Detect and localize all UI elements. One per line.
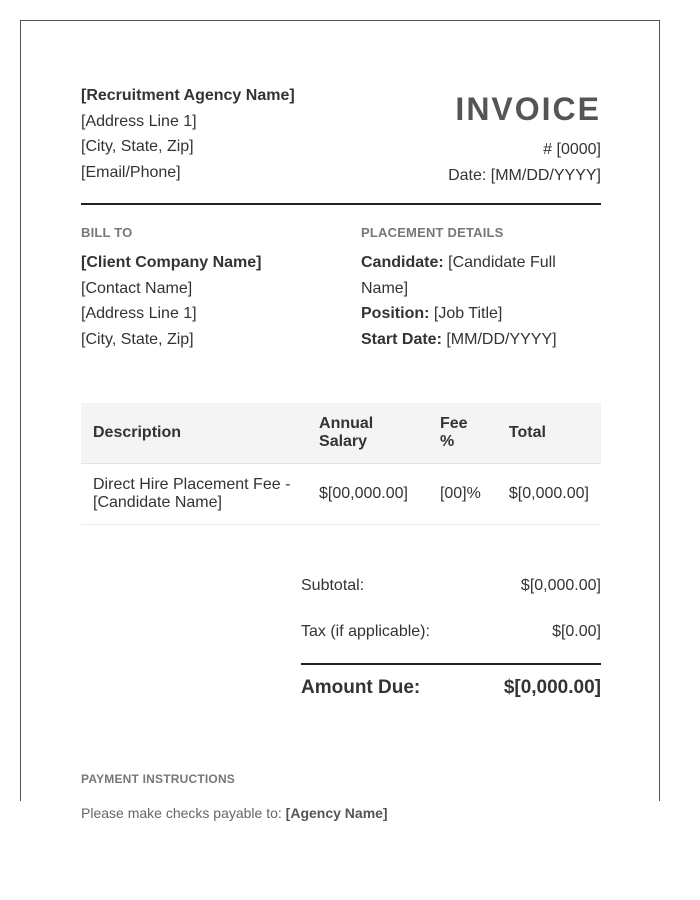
agency-block	[81, 83, 295, 185]
start-date-line	[361, 327, 601, 353]
totals-block	[301, 571, 601, 715]
amount-due-label: Amount Due:	[301, 677, 421, 698]
position-label: Position:	[361, 305, 430, 322]
placement-details-block	[361, 225, 601, 352]
invoice-sheet	[20, 20, 660, 821]
subtotal-row	[301, 571, 601, 617]
bill-to-block	[81, 225, 321, 352]
header-description: Description	[81, 403, 307, 464]
client-contact-name: [Contact Name]	[81, 279, 193, 297]
header-total: Total	[497, 403, 601, 464]
line-items-table	[81, 403, 601, 525]
table-header-row	[81, 403, 601, 464]
agency-address: [Address Line 1]	[81, 112, 197, 130]
amount-due-row	[301, 663, 601, 715]
header-annual-salary: Annual Salary	[307, 403, 428, 464]
candidate-label: Candidate:	[361, 254, 444, 271]
amount-due-value: $[0,000.00]	[503, 677, 601, 698]
invoice-meta	[448, 83, 601, 189]
row-salary: $[00,000.00]	[307, 464, 428, 525]
invoice-title: INVOICE	[455, 91, 601, 127]
row-total: $[0,000.00]	[497, 464, 601, 525]
header-fee-percent: Fee %	[428, 403, 497, 464]
payment-instructions-text	[81, 805, 601, 821]
invoice-date-label: Date:	[448, 167, 487, 184]
row-fee: [00]%	[428, 464, 497, 525]
row-description: Direct Hire Placement Fee - [Candidate Name]	[81, 464, 307, 525]
header-divider	[81, 203, 601, 205]
agency-name: [Recruitment Agency Name]	[81, 87, 295, 104]
tax-value: $[0.00]	[552, 623, 601, 640]
client-company-name: [Client Company Name]	[81, 254, 262, 271]
start-date-label: Start Date:	[361, 330, 442, 348]
invoice-header	[81, 83, 601, 225]
invoice-number: # [0000]	[543, 141, 601, 158]
invoice-date	[448, 163, 601, 189]
invoice-date-value: [MM/DD/YYYY]	[490, 167, 601, 184]
parties-section	[81, 225, 601, 425]
position-value: [Job Title]	[433, 305, 503, 322]
tax-label: Tax (if applicable):	[301, 623, 430, 640]
tax-row	[301, 617, 601, 663]
payee-name: [Agency Name]	[285, 805, 388, 821]
bill-to-label: BILL TO	[81, 225, 133, 240]
subtotal-value: $[0,000.00]	[520, 577, 601, 594]
start-date-value: [MM/DD/YYYY]	[446, 330, 557, 348]
payment-instructions	[81, 771, 601, 821]
table-row	[81, 464, 601, 525]
agency-contact: [Email/Phone]	[81, 163, 181, 181]
placement-details-label: PLACEMENT DETAILS	[361, 225, 504, 240]
client-address: [Address Line 1]	[81, 305, 197, 322]
payment-instructions-label: PAYMENT INSTRUCTIONS	[81, 772, 236, 786]
candidate-line	[361, 250, 601, 301]
agency-city-state-zip: [City, State, Zip]	[81, 138, 194, 155]
payment-text: Please make checks payable to:	[81, 805, 282, 821]
position-line	[361, 301, 601, 327]
subtotal-label: Subtotal:	[301, 577, 365, 594]
candidate-value: [Candidate Full Name]	[361, 254, 556, 297]
client-city-state-zip: [City, State, Zip]	[81, 330, 194, 348]
invoice-content	[81, 83, 601, 821]
